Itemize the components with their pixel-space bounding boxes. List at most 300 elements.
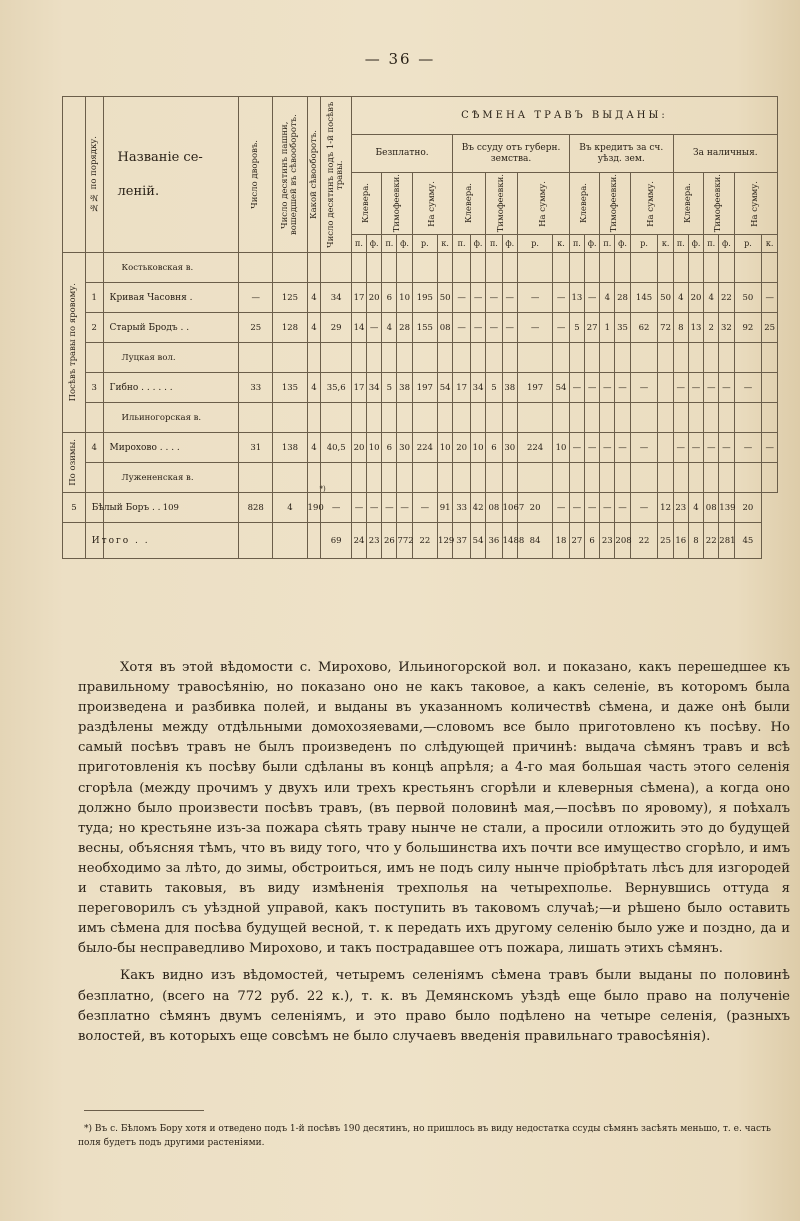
- empty-cell: [734, 343, 762, 373]
- seed-sub-label: На сумму.: [646, 180, 657, 227]
- data-cell: —: [600, 493, 615, 523]
- table-row: [63, 343, 778, 373]
- data-cell: 28: [615, 283, 630, 313]
- data-cell: 5: [486, 373, 502, 403]
- empty-cell: [673, 343, 688, 373]
- seeds-header: СѢМЕНА ТРАВЪ ВЫДАНЫ:: [351, 97, 777, 135]
- body-text: [78, 658, 790, 1047]
- volost-label: Лужененская в.: [103, 463, 239, 493]
- data-cell: 4: [704, 283, 719, 313]
- empty-cell: [351, 403, 366, 433]
- empty-cell: [615, 403, 630, 433]
- data-cell: —: [502, 313, 517, 343]
- col-dvorov-label: Число дворовъ.: [250, 140, 261, 209]
- seed-sub-label: Клевера.: [463, 183, 474, 224]
- data-cell: 34: [470, 373, 485, 403]
- table-row: [63, 523, 778, 559]
- empty-cell: [762, 463, 778, 493]
- col-name-header: [103, 97, 239, 253]
- data-cell: —: [453, 283, 471, 313]
- data-cell: 224: [517, 433, 552, 463]
- data-cell: —: [615, 433, 630, 463]
- empty-cell: [486, 463, 502, 493]
- unit-label: ф.: [585, 235, 600, 253]
- data-cell: 109: [103, 493, 239, 523]
- row-no-cell: [63, 523, 86, 559]
- empty-cell: [307, 253, 321, 283]
- data-cell: —: [585, 373, 600, 403]
- data-cell: [762, 373, 778, 403]
- side-label-text: По озимы.: [68, 439, 79, 486]
- unit-label: к.: [762, 235, 778, 253]
- empty-cell: [273, 253, 307, 283]
- data-cell: —: [630, 433, 658, 463]
- empty-cell: [615, 253, 630, 283]
- total-cell: 22: [704, 523, 719, 559]
- empty-cell: [502, 463, 517, 493]
- data-cell: —: [615, 373, 630, 403]
- empty-cell: [382, 463, 397, 493]
- data-cell: 138: [273, 433, 307, 463]
- empty-cell: [704, 403, 719, 433]
- paragraph-1: Хотя въ этой вѣдомости с. Мирохово, Ильиногорской вол. и показано, какъ перешедшее къ правильному травосѣянію, но показано оно не какъ таковое, а какъ селеніе, въ которомъ была произведена и разбивка полей, и выданы въ указанномъ количествѣ сѣмена, и даже онѣ были раздѣлены между отдѣльными домохозяевами,—словомъ все было приготовлено къ посѣву. Но самый посѣвъ травъ не былъ произведенъ по слѣдующей причинѣ: выдача сѣмянъ травъ и всѣ приготовленія къ посѣву были сдѣланы въ концѣ апрѣля; а 4-го мая большая часть этого селенія сгорѣла (между прочимъ у двухъ или трехъ крестьянъ сгорѣли и клеверныя сѣмена), а когда оно должно было произвести посѣвъ травъ, (въ первой половинѣ мая,—посѣвъ по яровому), я поѣхалъ туда; но крестьяне изъ-за пожара сѣять траву нынче не стали, а просили отложить это до будущей весны, объясняя тѣмъ, что въ виду того, что у большинства ихъ почти все имущество сгорѣло, и имъ необходимо за лѣто, до зимы, обстроиться, имъ не подъ силу нынче пріобрѣтать лѣсъ для изгородей и ставить таковыя, въ виду измѣненія трехполья на четырехполье. Вернувшись оттуда я переговорилъ съ уѣздной управой, какъ поступить въ таковомъ случаѣ;—и рѣшено было оставить имъ сѣмена для посѣва будущей весной, т. к передать ихъ другому селенію было уже и поздно, да и было-бы несправедливо Мирохово, и такъ пострадавшее отъ пожара, лишать этихъ сѣмянъ.: [78, 660, 790, 957]
- empty-cell: [704, 253, 719, 283]
- seed-sub-header: [486, 173, 518, 235]
- unit-label: п.: [486, 235, 502, 253]
- data-cell: 224: [412, 433, 437, 463]
- empty-cell: [673, 253, 688, 283]
- data-cell: —: [553, 313, 569, 343]
- data-cell: 25: [239, 313, 273, 343]
- data-cell: 6: [382, 283, 397, 313]
- seed-sub-header: [382, 173, 412, 235]
- data-cell: 197: [517, 373, 552, 403]
- village-name: Старый Бродъ . .: [103, 313, 239, 343]
- unit-label: ф.: [615, 235, 630, 253]
- unit-label: ф.: [502, 235, 517, 253]
- unit-label: п.: [569, 235, 584, 253]
- data-cell: 128: [273, 313, 307, 343]
- data-cell: —: [630, 373, 658, 403]
- seed-sub-header: [704, 173, 734, 235]
- total-cell: 22: [630, 523, 658, 559]
- data-cell: 4: [307, 283, 321, 313]
- seed-sub-header: [517, 173, 569, 235]
- data-cell: —: [486, 283, 502, 313]
- seed-sub-label: На сумму.: [427, 180, 437, 227]
- unit-label: п.: [351, 235, 366, 253]
- empty-cell: [585, 403, 600, 433]
- empty-cell: [273, 403, 307, 433]
- empty-cell: [367, 403, 382, 433]
- empty-cell: [470, 403, 485, 433]
- data-cell: 20: [351, 433, 366, 463]
- empty-cell: [273, 343, 307, 373]
- unit-label: п.: [453, 235, 471, 253]
- data-cell: [658, 373, 673, 403]
- data-cell: 4: [600, 283, 615, 313]
- data-cell: 12: [658, 493, 673, 523]
- empty-cell: [569, 253, 584, 283]
- unit-label: к.: [438, 235, 453, 253]
- empty-cell: [453, 343, 471, 373]
- empty-cell: [615, 463, 630, 493]
- data-cell: —: [382, 493, 397, 523]
- seed-group-header: Безплатно.: [351, 135, 452, 173]
- data-cell: —: [502, 283, 517, 313]
- empty-cell: [688, 253, 703, 283]
- data-cell: 38: [397, 373, 412, 403]
- empty-cell: [673, 463, 688, 493]
- seed-sub-header: [453, 173, 486, 235]
- total-cell: 18: [553, 523, 569, 559]
- data-cell: 50: [734, 283, 762, 313]
- data-cell: —: [367, 313, 382, 343]
- data-cell: —: [704, 433, 719, 463]
- footnote: *) Въ с. Бѣломъ Бору хотя и отведено подъ 1-й посѣвъ 190 десятинъ, но пришлось въ виду недостатка ссуды сѣмянъ засѣять меньшо, т. е. часть поля будетъ подъ другими растеніями.: [78, 1124, 771, 1148]
- total-cell: 36: [486, 523, 502, 559]
- empty-cell: [600, 403, 615, 433]
- data-cell: 4: [273, 493, 307, 523]
- total-cell: [307, 523, 321, 559]
- data-cell: 197: [412, 373, 437, 403]
- data-cell: 50: [658, 283, 673, 313]
- data-cell: —: [719, 433, 734, 463]
- data-cell: 62: [630, 313, 658, 343]
- data-cell: —: [585, 283, 600, 313]
- unit-label: п.: [704, 235, 719, 253]
- seed-sub-header: [351, 173, 381, 235]
- empty-cell: [397, 343, 412, 373]
- empty-cell: [585, 253, 600, 283]
- data-cell: —: [470, 313, 485, 343]
- table-row: [63, 283, 778, 313]
- empty-cell: [585, 463, 600, 493]
- data-cell: 54: [553, 373, 569, 403]
- empty-cell: [502, 253, 517, 283]
- data-cell: 139: [719, 493, 734, 523]
- empty-cell: [367, 343, 382, 373]
- data-cell: 91: [438, 493, 453, 523]
- empty-cell: [382, 343, 397, 373]
- seed-group-header: Въ кредитъ за сч. уѣзд. зем.: [569, 135, 673, 173]
- data-cell: —: [673, 373, 688, 403]
- data-cell: 22: [719, 283, 734, 313]
- col-posev-label: Число десятинъ подъ 1-й посѣвъ травы.: [326, 101, 346, 248]
- data-cell: 13: [688, 313, 703, 343]
- empty-cell: [553, 463, 569, 493]
- empty-cell: [367, 463, 382, 493]
- unit-label: к.: [553, 235, 569, 253]
- data-cell: —: [321, 493, 351, 523]
- unit-label: р.: [630, 235, 658, 253]
- data-cell: 08: [486, 493, 502, 523]
- table-row: [63, 493, 778, 523]
- empty-cell: [719, 403, 734, 433]
- row-no: 4: [85, 433, 103, 463]
- empty-cell: [397, 463, 412, 493]
- empty-cell: [630, 253, 658, 283]
- total-cell: 16: [673, 523, 688, 559]
- data-cell: 10: [397, 283, 412, 313]
- empty-cell: [321, 403, 351, 433]
- seed-sub-label: Клевера.: [361, 183, 372, 224]
- col-sevooborot-label: Какой сѣвооборотъ.: [308, 130, 319, 219]
- row-no: 1: [85, 283, 103, 313]
- data-cell: 1: [600, 313, 615, 343]
- data-cell: —: [734, 373, 762, 403]
- empty-cell: [600, 463, 615, 493]
- empty-cell: [569, 463, 584, 493]
- empty-cell: [734, 463, 762, 493]
- empty-cell: [517, 253, 552, 283]
- row-no-cell: [85, 463, 103, 493]
- data-cell: —: [600, 373, 615, 403]
- total-cell: [239, 523, 273, 559]
- data-cell: 33: [239, 373, 273, 403]
- empty-cell: [630, 343, 658, 373]
- data-cell: —: [517, 283, 552, 313]
- table-row: [63, 403, 778, 433]
- data-cell: 10: [553, 433, 569, 463]
- table-row: [63, 373, 778, 403]
- seed-group-header: За наличныя.: [673, 135, 777, 173]
- empty-cell: [719, 253, 734, 283]
- unit-label: к.: [658, 235, 673, 253]
- empty-cell: [502, 403, 517, 433]
- empty-cell: [502, 343, 517, 373]
- empty-cell: [553, 253, 569, 283]
- empty-cell: [397, 253, 412, 283]
- empty-cell: [307, 343, 321, 373]
- empty-cell: [553, 403, 569, 433]
- page-number: — 36 —: [364, 50, 436, 68]
- empty-cell: [569, 343, 584, 373]
- empty-cell: [470, 463, 485, 493]
- empty-cell: [658, 403, 673, 433]
- data-cell: 30: [397, 433, 412, 463]
- row-no: 2: [85, 313, 103, 343]
- total-cell: 23: [600, 523, 615, 559]
- unit-label: ф.: [719, 235, 734, 253]
- empty-cell: [351, 253, 366, 283]
- empty-cell: [453, 253, 471, 283]
- seed-sub-label: Тимофеевки.: [609, 174, 620, 233]
- data-cell: 35: [615, 313, 630, 343]
- data-cell: —: [412, 493, 437, 523]
- volost-label: Костьковская в.: [103, 253, 239, 283]
- data-cell: 10: [367, 433, 382, 463]
- footnote-mark: *): [319, 485, 326, 493]
- data-cell: —: [688, 373, 703, 403]
- data-cell: —: [615, 493, 630, 523]
- total-cell: 25: [658, 523, 673, 559]
- data-cell: 34: [321, 283, 351, 313]
- table-row: [63, 253, 778, 283]
- data-cell: —: [719, 373, 734, 403]
- empty-cell: [600, 253, 615, 283]
- data-cell: 17: [453, 373, 471, 403]
- data-cell: 28: [397, 313, 412, 343]
- empty-cell: [658, 253, 673, 283]
- col-no-header: [85, 97, 103, 253]
- empty-cell: [704, 463, 719, 493]
- data-cell: [307, 485, 326, 523]
- total-cell: 24: [351, 523, 366, 559]
- data-value: 190: [307, 502, 324, 513]
- volost-label: Луцкая вол.: [103, 343, 239, 373]
- table-row: [63, 433, 778, 463]
- total-cell: 27: [569, 523, 584, 559]
- unit-label: п.: [600, 235, 615, 253]
- data-cell: 5: [569, 313, 584, 343]
- unit-label: р.: [517, 235, 552, 253]
- empty-cell: [239, 403, 273, 433]
- data-cell: 6: [382, 433, 397, 463]
- empty-cell: [273, 463, 307, 493]
- data-cell: 38: [502, 373, 517, 403]
- row-no-cell: [85, 343, 103, 373]
- data-cell: 125: [273, 283, 307, 313]
- seed-sub-header: [569, 173, 599, 235]
- row-no: 5: [63, 493, 86, 523]
- empty-cell: [412, 463, 437, 493]
- data-cell: 8: [673, 313, 688, 343]
- village-name: Гибно . . . . . .: [103, 373, 239, 403]
- total-cell: 8: [688, 523, 703, 559]
- data-cell: 10: [470, 433, 485, 463]
- data-cell: —: [239, 283, 273, 313]
- col-sevooborot-header: [307, 97, 321, 253]
- empty-cell: [412, 253, 437, 283]
- data-cell: 155: [412, 313, 437, 343]
- col-posev-header: [321, 97, 351, 253]
- empty-cell: [658, 343, 673, 373]
- data-cell: 14: [351, 313, 366, 343]
- seed-sub-header: [600, 173, 630, 235]
- data-cell: —: [486, 313, 502, 343]
- unit-label: ф.: [470, 235, 485, 253]
- empty-cell: [321, 343, 351, 373]
- seed-sub-header: [412, 173, 453, 235]
- data-cell: 17: [351, 283, 366, 313]
- data-cell: 20: [453, 433, 471, 463]
- data-cell: 4: [382, 313, 397, 343]
- total-label: Итого . .: [85, 523, 103, 559]
- data-cell: —: [585, 493, 600, 523]
- data-cell: 31: [239, 433, 273, 463]
- total-cell: 1488: [502, 523, 517, 559]
- table-row: [63, 313, 778, 343]
- data-cell: 17: [351, 373, 366, 403]
- data-cell: 23: [673, 493, 688, 523]
- data-cell: 4: [307, 373, 321, 403]
- empty-cell: [453, 463, 471, 493]
- total-cell: 129: [438, 523, 453, 559]
- col-pashni-label: Число десятинъ пашни, вошедшей въ сѣвооборотъ.: [280, 114, 299, 235]
- data-cell: 20: [734, 493, 762, 523]
- data-cell: —: [734, 433, 762, 463]
- unit-label: р.: [412, 235, 437, 253]
- empty-cell: [615, 343, 630, 373]
- footnote-rule: [84, 1110, 204, 1111]
- empty-cell: [453, 403, 471, 433]
- data-cell: —: [470, 283, 485, 313]
- seed-sub-header: [673, 173, 703, 235]
- data-cell: 1067: [502, 493, 517, 523]
- data-cell: —: [569, 493, 584, 523]
- empty-cell: [762, 343, 778, 373]
- empty-cell: [517, 403, 552, 433]
- empty-cell: [630, 403, 658, 433]
- data-cell: —: [453, 313, 471, 343]
- total-cell: 6: [585, 523, 600, 559]
- unit-label: п.: [382, 235, 397, 253]
- data-cell: 195: [412, 283, 437, 313]
- table-row: [63, 463, 778, 493]
- seed-sub-label: Клевера.: [579, 183, 590, 224]
- data-cell: 29: [321, 313, 351, 343]
- unit-label: ф.: [367, 235, 382, 253]
- data-cell: 35,6: [321, 373, 351, 403]
- empty-cell: [486, 253, 502, 283]
- unit-label: п.: [673, 235, 688, 253]
- data-cell: 08: [704, 493, 719, 523]
- empty-cell: [239, 343, 273, 373]
- data-cell: —: [762, 433, 778, 463]
- seed-sub-label: На сумму.: [537, 180, 548, 227]
- empty-cell: [438, 343, 453, 373]
- empty-cell: [412, 343, 437, 373]
- village-name: Бѣлый Боръ . .: [85, 493, 103, 523]
- data-cell: —: [569, 433, 584, 463]
- empty-cell: [517, 463, 552, 493]
- data-cell: —: [673, 433, 688, 463]
- data-cell: —: [367, 493, 382, 523]
- total-cell: 54: [470, 523, 485, 559]
- data-cell: 72: [658, 313, 673, 343]
- data-cell: —: [762, 283, 778, 313]
- empty-cell: [321, 253, 351, 283]
- data-cell: 92: [734, 313, 762, 343]
- side-label-ozimy: [63, 433, 86, 493]
- side-label-yarovoy: [63, 253, 86, 433]
- data-cell: 20: [517, 493, 552, 523]
- unit-label: ф.: [688, 235, 703, 253]
- data-cell: 30: [502, 433, 517, 463]
- data-cell: 40,5: [321, 433, 351, 463]
- empty-cell: [239, 463, 273, 493]
- data-cell: [658, 433, 673, 463]
- data-cell: —: [704, 373, 719, 403]
- data-cell: 135: [273, 373, 307, 403]
- data-cell: —: [397, 493, 412, 523]
- data-cell: —: [600, 433, 615, 463]
- empty-cell: [704, 343, 719, 373]
- empty-cell: [470, 343, 485, 373]
- total-cell: 208: [615, 523, 630, 559]
- row-no-cell: [85, 253, 103, 283]
- data-cell: —: [569, 373, 584, 403]
- empty-cell: [630, 463, 658, 493]
- side-header-cell: [63, 97, 86, 253]
- col-dvorov-header: [239, 97, 273, 253]
- unit-label: ф.: [397, 235, 412, 253]
- data-cell: 5: [382, 373, 397, 403]
- side-label-text: Посѣвъ травы по яровому.: [68, 283, 79, 402]
- data-cell: 2: [704, 313, 719, 343]
- empty-cell: [658, 463, 673, 493]
